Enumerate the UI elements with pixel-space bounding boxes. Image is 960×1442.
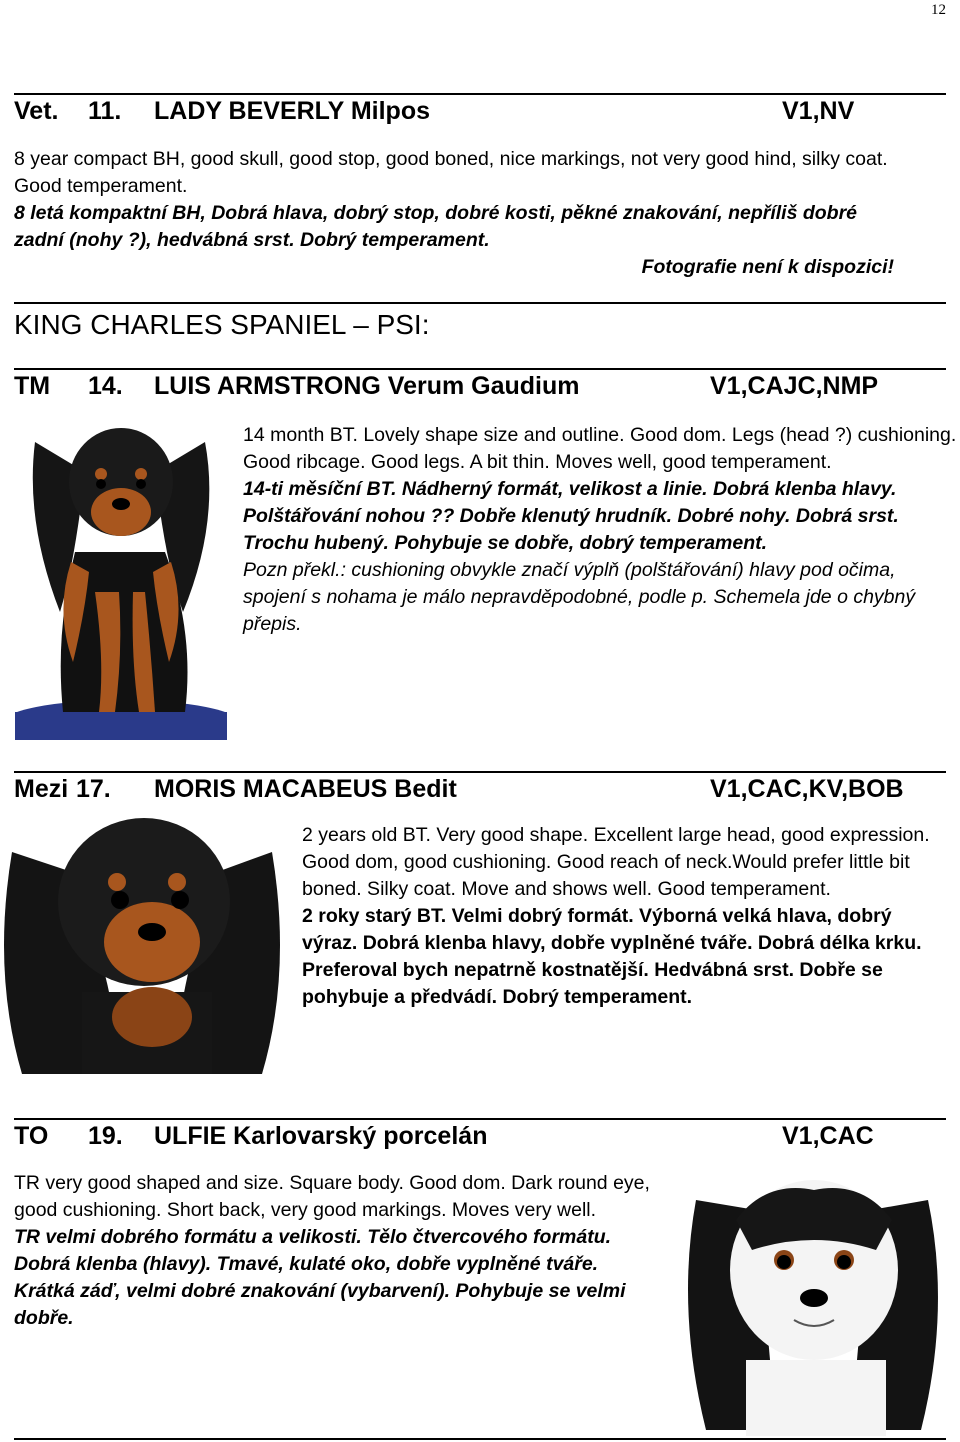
page-number: 12: [931, 2, 946, 18]
entry-class: TM: [14, 372, 51, 400]
entry-description: [302, 822, 952, 1011]
divider: [14, 93, 946, 95]
divider: [14, 302, 946, 304]
dog-name: ULFIE Karlovarský porcelán: [154, 1122, 488, 1150]
text-czech: 8 letá kompaktní BH, Dobrá hlava, dobrý stop, dobré kosti, pěkné znakování, nepříliš dobré zadní (nohy ?), hedvábná srst. Dobrý temperament.: [14, 202, 858, 251]
result: V1,CAC: [782, 1122, 874, 1150]
translator-note: [243, 557, 957, 638]
result: V1,NV: [782, 97, 855, 125]
divider: [14, 1438, 946, 1440]
photo-note: Fotografie není k dispozici!: [641, 256, 894, 278]
result: V1,CAC,KV,BOB: [710, 775, 904, 803]
dog-photo: [2, 812, 286, 1074]
section-title: KING CHARLES SPANIEL – PSI:: [14, 309, 430, 340]
entry-class: Mezi: [14, 775, 69, 803]
divider: [14, 1118, 946, 1120]
note-text: : cushioning obvykle značí výplň (polštářování) hlavy pod očima, spojení s nohama je málo nepravděpodobné, podle p. Schemela jde o chybný přepis.: [243, 559, 916, 635]
entry-number: 19.: [88, 1122, 123, 1150]
dog-photo: [15, 412, 227, 740]
text-czech: 2 roky starý BT. Velmi dobrý formát. Výborná velká hlava, dobrý výraz. Dobrá klenba hlavy, dobře vyplněné tváře. Dobrá délka krku. Preferoval bych nepatrně kostnatější. Hedvábná srst. Dobře se pohybuje a předvádí. Dobrý temperament.: [302, 905, 922, 1008]
result: V1,CAJC,NMP: [710, 372, 879, 400]
entry-description: [14, 146, 894, 281]
entry-header: [14, 775, 946, 807]
entry-number: 14.: [88, 372, 123, 400]
entry-class: Vet.: [14, 97, 59, 125]
entry-number: 11.: [88, 97, 122, 125]
text-english: TR very good shaped and size. Square body. Good dom. Dark round eye, good cushioning. Short back, very good markings. Moves very well.: [14, 1172, 650, 1221]
dog-name: LUIS ARMSTRONG Verum Gaudium: [154, 372, 580, 400]
entry-class: TO: [14, 1122, 49, 1150]
text-english: 8 year compact BH, good skull, good stop, good boned, nice markings, not very good hind, silky coat. Good temperament.: [14, 148, 888, 197]
dog-name: LADY BEVERLY Milpos: [154, 97, 430, 125]
divider: [14, 771, 946, 773]
entry-header: [14, 97, 946, 129]
text-czech: 14-ti měsíční BT. Nádherný formát, velikost a linie. Dobrá klenba hlavy. Polštářování nohou ?? Dobře klenutý hrudník. Dobré nohy. Dobrá srst. Trochu hubený. Pohybuje se dobře, dobrý temperament.: [243, 478, 899, 554]
entry-description: [14, 1170, 654, 1332]
text-czech: TR velmi dobrého formátu a velikosti. Tělo čtvercového formátu. Dobrá klenba (hlavy). Tmavé, kulaté oko, dobře vyplněné tváře. Krátká záď, velmi dobré znakování (vybarvení). Pohybuje se velmi dobře.: [14, 1226, 626, 1329]
text-english: 14 month BT. Lovely shape size and outline. Good dom. Legs (head ?) cushioning. Good ribcage. Good legs. A bit thin. Moves well, good temperament.: [243, 424, 957, 473]
dog-name: MORIS MACABEUS Bedit: [154, 775, 457, 803]
entry-number: 17.: [76, 775, 111, 803]
note-label: Pozn překl.: [243, 559, 341, 581]
text-english: 2 years old BT. Very good shape. Excellent large head, good expression. Good dom, good cushioning. Good reach of neck.Would prefer little bit boned. Silky coat. Move and shows well. Good temperament.: [302, 824, 930, 900]
entry-header: [14, 1122, 946, 1154]
entry-description: [243, 422, 957, 638]
entry-header: [14, 372, 946, 404]
divider: [14, 368, 946, 370]
dog-photo: [666, 1160, 958, 1436]
